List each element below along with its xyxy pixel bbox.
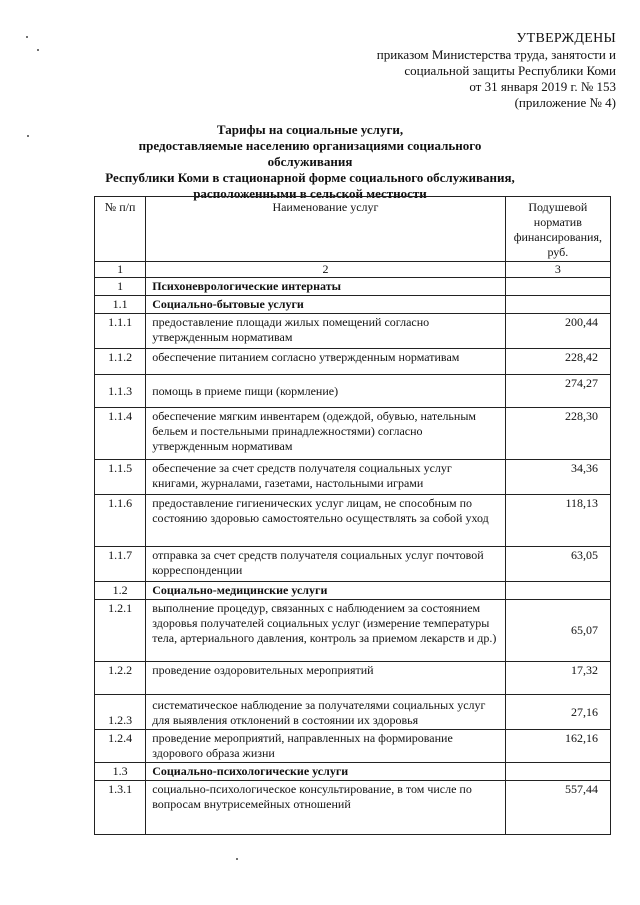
row-value: 17,32	[505, 662, 610, 695]
scan-speck	[26, 36, 28, 38]
approval-line: приказом Министерства труда, занятости и	[376, 47, 616, 62]
row-value: 27,16	[505, 695, 610, 730]
section-row	[95, 763, 611, 781]
approval-heading: УТВЕРЖДЕНЫ	[516, 31, 616, 46]
approval-line: (приложение № 4)	[514, 95, 616, 110]
row-value	[505, 278, 610, 296]
row-code: 1.2	[95, 582, 146, 600]
header-name: Наименование услуг	[146, 197, 505, 262]
group-row	[95, 278, 611, 296]
scan-speck	[27, 135, 29, 137]
row-code: 1.3	[95, 763, 146, 781]
title-line: Тарифы на социальные услуги,	[216, 122, 404, 137]
row-code: 1.1.2	[95, 349, 146, 375]
row-code: 1.2.2	[95, 662, 146, 695]
row-value: 557,44	[505, 781, 610, 835]
group-name: Психоневрологические интернаты	[146, 278, 505, 296]
row-value	[505, 763, 610, 781]
scan-speck	[37, 49, 39, 51]
table-row	[95, 695, 611, 730]
row-value: 228,42	[505, 349, 610, 375]
row-name: отправка за счет средств получателя социальных услуг почтовой корреспонденции	[146, 547, 505, 582]
column-number: 1	[95, 262, 146, 278]
row-name: социально-психологическое консультирование, в том числе по вопросам внутрисемейных отношений	[146, 781, 505, 835]
row-value: 34,36	[505, 460, 610, 495]
row-code: 1.2.1	[95, 600, 146, 662]
row-name: обеспечение мягким инвентарем (одеждой, обувью, нательным бельем и постельными принадлежностями) согласно утвержденным нормативам	[146, 408, 505, 460]
row-code: 1.2.4	[95, 730, 146, 763]
table-row	[95, 781, 611, 835]
row-name: выполнение процедур, связанных с наблюдением за состоянием здоровья получателей социальных услуг (измерение температуры тела, артериального давления, контроль за приемом лекарств и др.)	[146, 600, 505, 662]
row-name: проведение оздоровительных мероприятий	[146, 662, 505, 695]
table-row	[95, 730, 611, 763]
row-value	[505, 296, 610, 314]
title-line: расположенными в сельской местности	[193, 186, 427, 201]
title-line: Республики Коми в стационарной форме социального обслуживания,	[105, 170, 515, 185]
table-row	[95, 349, 611, 375]
table-row	[95, 547, 611, 582]
title-line: предоставляемые населению организациями социального обслуживания	[138, 138, 482, 169]
scan-speck	[236, 858, 238, 860]
section-name: Социально-бытовые услуги	[146, 296, 505, 314]
row-name: предоставление площади жилых помещений согласно утвержденным нормативам	[146, 314, 505, 349]
approval-line: от 31 января 2019 г. № 153	[469, 79, 616, 94]
row-value: 65,07	[505, 600, 610, 662]
row-name: помощь в приеме пищи (кормление)	[146, 375, 505, 408]
row-value	[505, 582, 610, 600]
tariffs-table	[94, 196, 611, 835]
table-row	[95, 460, 611, 495]
column-number: 3	[505, 262, 610, 278]
section-row	[95, 296, 611, 314]
row-value: 274,27	[505, 375, 610, 408]
row-code: 1.1.7	[95, 547, 146, 582]
row-value: 228,30	[505, 408, 610, 460]
table-row	[95, 375, 611, 408]
column-number-row	[95, 262, 611, 278]
row-value: 162,16	[505, 730, 610, 763]
row-code: 1.1	[95, 296, 146, 314]
row-name: предоставление гигиенических услуг лицам, не способным по состоянию здоровью самостоятельно осуществлять за собой уход	[146, 495, 505, 547]
row-name: систематическое наблюдение за получателями социальных услуг для выявления отклонений в состоянии их здоровья	[146, 695, 505, 730]
column-number: 2	[146, 262, 505, 278]
header-num: № п/п	[95, 197, 146, 262]
table-row	[95, 408, 611, 460]
row-code: 1.3.1	[95, 781, 146, 835]
table-row	[95, 600, 611, 662]
section-name: Социально-психологические услуги	[146, 763, 505, 781]
row-code: 1.1.6	[95, 495, 146, 547]
section-row	[95, 582, 611, 600]
table-row	[95, 495, 611, 547]
document-title	[100, 122, 520, 202]
row-code: 1.1.3	[95, 375, 146, 408]
row-name: обеспечение питанием согласно утвержденным нормативам	[146, 349, 505, 375]
section-name: Социально-медицинские услуги	[146, 582, 505, 600]
row-name: проведение мероприятий, направленных на формирование здорового образа жизни	[146, 730, 505, 763]
approval-line: социальной защиты Республики Коми	[404, 63, 616, 78]
row-code: 1.1.5	[95, 460, 146, 495]
row-code: 1	[95, 278, 146, 296]
table-header-row	[95, 197, 611, 262]
table-row	[95, 314, 611, 349]
row-name: обеспечение за счет средств получателя социальных услуг книгами, журналами, газетами, настольными играми	[146, 460, 505, 495]
row-value: 63,05	[505, 547, 610, 582]
row-code: 1.1.4	[95, 408, 146, 460]
header-norm: Подушевой норматив финансирования, руб.	[505, 197, 610, 262]
row-code: 1.2.3	[95, 695, 146, 730]
row-value: 200,44	[505, 314, 610, 349]
row-value: 118,13	[505, 495, 610, 547]
table-row	[95, 662, 611, 695]
row-code: 1.1.1	[95, 314, 146, 349]
approval-block	[286, 31, 616, 111]
